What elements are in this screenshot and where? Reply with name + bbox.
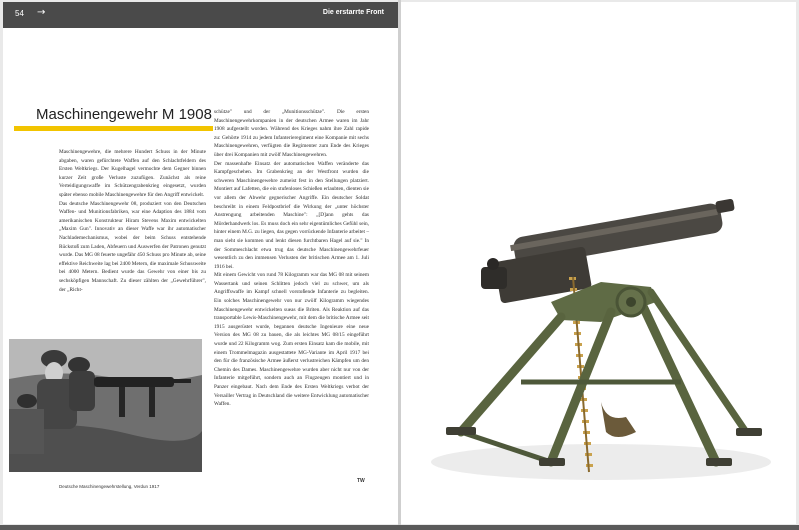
bottom-strip bbox=[0, 525, 799, 530]
article-title: Maschinengewehr M 1908 bbox=[36, 106, 212, 123]
running-header bbox=[3, 2, 398, 28]
title-underline bbox=[14, 126, 213, 131]
historical-photo bbox=[9, 339, 202, 472]
paragraph: Das deutsche Maschinengewehr 08, produziert von den Deutschen Waffen- und Munitionsfabriken, war eine Adaption des 1884 vom amerikanischen Konstrukteur Hiram Stevens Maxim entwickelten „Maxim Gun". Innovativ an dieser Waffe war ihr automatischer Nachlademechanismus, wobei der beim Schuss entstehende Rückstoß zum Laden, Abfeuern und Auswerfen der Patronen genutzt wurde. Das MG 08 feuerte ungefähr 450 Schuss pro Minute ab, seine effektive Reichweite lag bei 2400 Metern, die maximale Schussweite bei 4000 Metern. Bedient wurde das Gewehr von einer bis zu sechsköpfigen Mannschaft. Zu dieser zählten der „Gewehrführer", der „Richt- bbox=[59, 200, 206, 293]
text-column-2 bbox=[214, 108, 369, 409]
left-page bbox=[3, 2, 398, 524]
right-page bbox=[401, 2, 796, 524]
author-initials: TW bbox=[357, 478, 365, 484]
arrow-right-icon: → bbox=[37, 7, 46, 18]
photo-caption: Deutsche Maschinengewehrstellung, Verdun 1917 bbox=[59, 484, 160, 489]
paragraph: schütze" und der „Munitionsschütze". Die ersten Maschinengewehrkompanien in der deutschen Armee waren im Jahr 1908 aufgestellt worden. Während des Krieges nahm ihre Zahl rapide zu: Gehörte 1914 zu jedem Infanterieregiment eine Kompanie mit sechs Maschinengewehren, verfügten die Regimenter zum Ende des Krieges über drei Kompanien mit zwölf Maschinengewehren. bbox=[214, 109, 369, 158]
paragraph: Maschinengewehre, die mehrere Hundert Schuss in der Minute abgaben, waren gefürchtete Waffen auf den Schlachtfeldern des Ersten Weltkriegs. Der Kugelhagel vermochte dem Gegner binnen kurzer Zeit große Verluste zuzufügen. Zunächst als reine Verteidigungswaffe im Schützengrabenkrieg eingesetzt, wurden später ebenso mobile Maschinengewehre für den Angriff entwickelt. bbox=[59, 149, 206, 198]
paragraph: Mit einem Gewicht von rund 78 Kilogramm war das MG 08 mit seinem Wassertank und seinen Schlitten jedoch viel zu schwer, um als Angriffswaffe im Kampf schnell vorstoßende Infanterie zu begleiten. Ein solches Maschinengewehr von nur zwölf Kilogramm wiegendes Maschinengewehr entwickelten sueas die Briten. Als Reaktion auf das transportable Lewis-Maschinengewehr, mit dem die britische Armee seit 1915 ausgerüstet wurde, begannen deutsche Ingenieure eine neue Version des MG 08 zu bauen, die als leichtes MG 08/15 eingeführt wurde und 22 Kilogramm wog. Zum ersten Einsatz kam die mobile, mit einem Trommelmagazin ausgestattete MG-Variante im April 1917 bei den für die französische Armee äußerst verlustreichen Kämpfen um den Chemin des Dames. Maschinengewehre wurden aber nicht nur von der Infanterie mitgeführt, sondern auch an Flugzeugen montiert und in Panzer eingebaut. Nach dem Ende des Ersten Weltkriegs verbot der Versailler Vertrag in Deutschland die weitere Entwicklung automatischer Waffen. bbox=[214, 272, 369, 408]
text-column-1 bbox=[59, 148, 206, 294]
section-title: Die erstarrte Front bbox=[322, 9, 384, 16]
paragraph: Der massenhafte Einsatz der automatischen Waffen veränderte das Kampfgeschehen. Im Grabenkrieg an der Westfront wurden die schweren Maschinengewehre zumeist fest in den Stellungen platziert. Montiert auf Lafetten, die ein stufenloses Schießen erlaubten, dienten sie vor allem der Abwehr gegnerischer Angriffe. Ein deutscher Soldat beschreibt in einem Feldpostbrief die Wirkung der „unter höchster Anstrengung arbeitenden Maschine": „[D]ann gehts das Mörderhandwerk los. Es muss doch ein sehr eigentümliches Gefühl sein, hinter einem M.G. zu liegen, das gegen vorrückende Infanterie arbeitet – man sieht sie kommen und lenkt diesen furchtbaren Hagel auf sie." In der Sommeschlacht etwa trug das deutsche Maschinengewehrfeuer wesentlich zu den immensen Verlusten der britischen Armee am 1. Juli 1916 bei. bbox=[214, 160, 369, 270]
machine-gun-photo bbox=[401, 2, 796, 524]
page-number: 54 bbox=[15, 9, 24, 18]
